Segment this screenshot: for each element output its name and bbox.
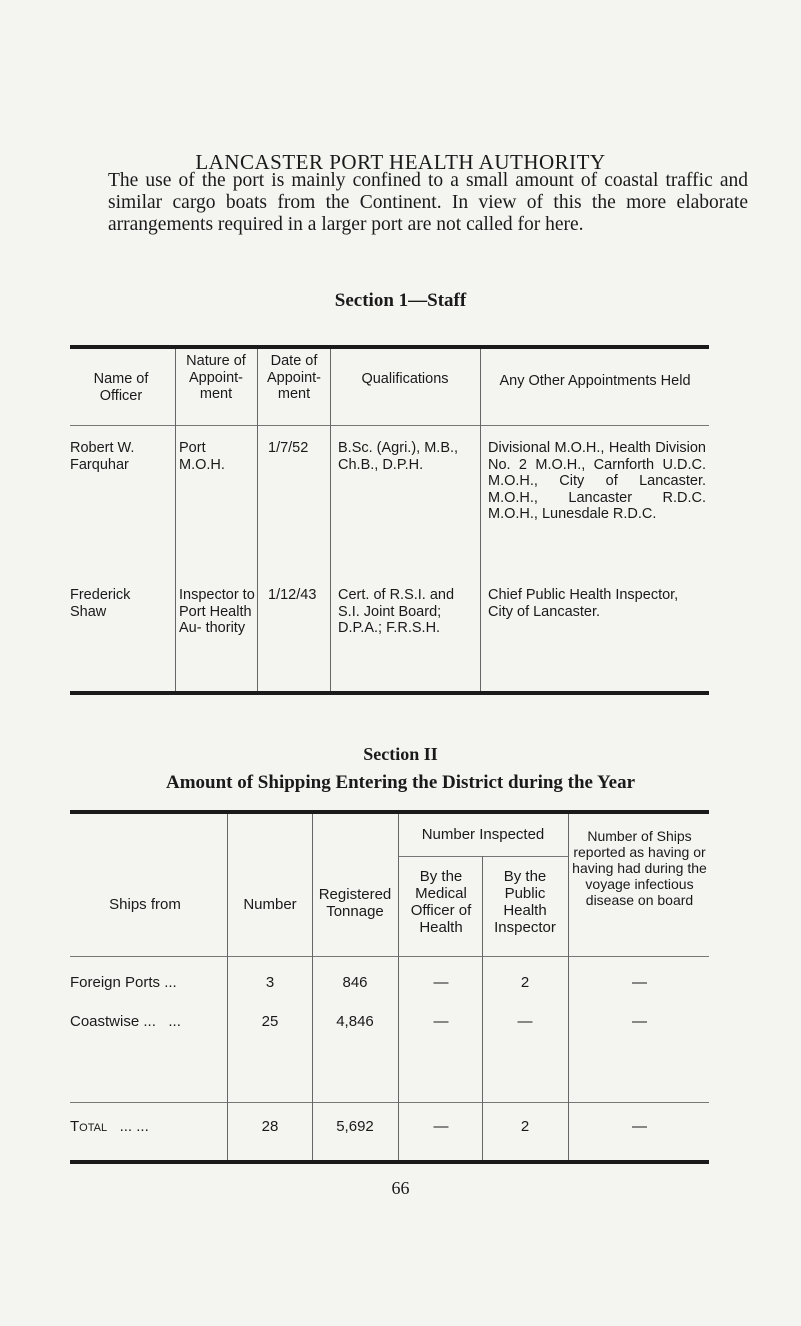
staff-col-divider — [257, 349, 258, 691]
ship-row-1-phi: 2 — [520, 974, 530, 991]
col-header-name: Name of Officer — [93, 371, 149, 404]
ship-row-1-tonnage: 846 — [342, 974, 368, 991]
col-header-number: Number — [243, 896, 297, 913]
col-header-by-moh: By the Medical Officer of Health — [410, 868, 472, 936]
shipping-table — [70, 810, 709, 1165]
ship-row-1-moh: — — [433, 974, 449, 991]
staff-col-divider — [330, 349, 331, 691]
staff-row-1-other: Divisional M.O.H., Health Division No. 2 M.O.H., Carnforth U.D.C. M.O.H., City of Lancaster. M.O.H., Lancaster R.D.C. M.O.H., Lunesdale R.D.C. — [488, 440, 706, 522]
ship-total-label: Total ... ... — [70, 1118, 149, 1135]
col-header-qualifications: Qualifications — [361, 371, 449, 387]
ship-table-bottom-rule — [70, 1160, 709, 1164]
staff-row-1-qualifications: B.Sc. (Agri.), M.B., Ch.B., D.P.H. — [338, 440, 459, 473]
staff-table-bottom-rule — [70, 691, 709, 695]
ship-col-divider — [312, 814, 313, 1160]
staff-row-1-name: Robert W. Farquhar — [70, 440, 135, 473]
staff-row-2-qualifications: Cert. of R.S.I. and S.I. Joint Board; D.P.A.; F.R.S.H. — [338, 587, 455, 636]
col-header-date: Date of Appoint- ment — [266, 353, 321, 402]
col-header-infectious: Number of Ships reported as having or having had during the voyage infectious disease on board — [572, 828, 707, 908]
ship-total-phi: 2 — [520, 1118, 530, 1135]
ship-total-moh: — — [433, 1118, 449, 1135]
ship-row-1-from: Foreign Ports ... — [70, 974, 177, 991]
ship-row-2-tonnage: 4,846 — [336, 1013, 374, 1030]
ship-row-2-phi: — — [517, 1013, 533, 1030]
staff-row-2-date: 1/12/43 — [268, 587, 317, 603]
section-1-title: Section 1—Staff — [334, 290, 467, 311]
staff-col-divider — [480, 349, 481, 691]
col-header-by-phi: By the Public Health Inspector — [494, 868, 556, 936]
ship-row-1-infectious: — — [632, 974, 647, 991]
page-number: 66 — [391, 1178, 410, 1198]
staff-table-header-rule — [70, 425, 709, 426]
section-2-subtitle: Amount of Shipping Entering the District during the Year — [165, 772, 636, 793]
page-title: LANCASTER PORT HEALTH AUTHORITY — [195, 150, 606, 174]
staff-row-2-name: Frederick Shaw — [70, 587, 131, 620]
ship-inspected-subheader-rule — [398, 856, 568, 857]
ship-col-divider — [568, 814, 569, 1160]
ship-total-tonnage: 5,692 — [336, 1118, 374, 1135]
ship-row-2-infectious: — — [632, 1013, 647, 1030]
staff-table-top-rule — [70, 345, 709, 349]
intro-paragraph: The use of the port is mainly confined to a small amount of coastal traffic and similar cargo boats from the Continent. In view of this the more elaborate arrangements required in a larger port are not called for here. — [108, 170, 748, 235]
staff-row-1-date: 1/7/52 — [268, 440, 309, 456]
staff-col-divider — [175, 349, 176, 691]
ship-row-2-from: Coastwise ... ... — [70, 1013, 181, 1030]
col-header-tonnage: Registered Tonnage — [318, 886, 392, 920]
ship-row-2-number: 25 — [261, 1013, 279, 1030]
col-header-number-inspected: Number Inspected — [421, 826, 545, 843]
ship-table-header-rule — [70, 956, 709, 957]
col-header-ships-from: Ships from — [109, 896, 181, 913]
staff-table — [70, 345, 709, 695]
ship-col-divider — [227, 814, 228, 1160]
ship-col-divider — [482, 856, 483, 1160]
ship-table-total-rule — [70, 1102, 709, 1103]
ship-table-top-rule — [70, 810, 709, 814]
section-2-title: Section II — [363, 744, 438, 764]
ship-row-2-moh: — — [433, 1013, 449, 1030]
ship-col-divider — [398, 814, 399, 1160]
staff-row-1-nature: Port M.O.H. — [179, 440, 225, 473]
staff-row-2-other: Chief Public Health Inspector, City of Lancaster. — [488, 587, 679, 620]
col-header-other-appointments: Any Other Appointments Held — [499, 373, 691, 389]
ship-row-1-number: 3 — [265, 974, 275, 991]
staff-row-2-nature: Inspector to Port Health Au- thority — [179, 587, 255, 636]
ship-total-infectious: — — [632, 1118, 647, 1135]
col-header-nature: Nature of Appoint- ment — [186, 353, 246, 402]
ship-total-number: 28 — [261, 1118, 279, 1135]
